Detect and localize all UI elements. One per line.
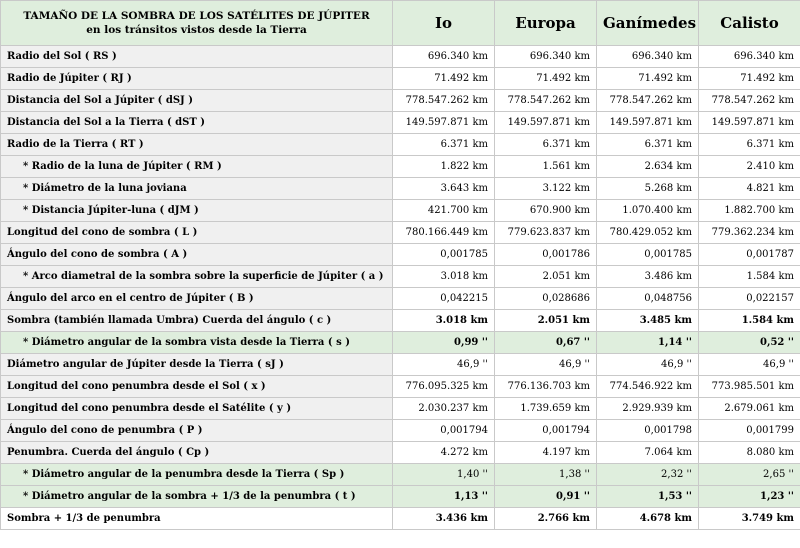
cell-calisto: 773.985.501 km	[699, 376, 800, 398]
cell-io: 46,9 ''	[393, 354, 495, 376]
cell-ganimedes: 696.340 km	[597, 46, 699, 68]
cell-calisto: 8.080 km	[699, 442, 800, 464]
cell-ganimedes: 0,048756	[597, 288, 699, 310]
cell-calisto: 46,9 ''	[699, 354, 800, 376]
cell-io: 2.030.237 km	[393, 398, 495, 420]
cell-calisto: 2.679.061 km	[699, 398, 800, 420]
row-label: Penumbra. Cuerda del ángulo ( Cp )	[1, 442, 393, 464]
row-label: Diámetro angular de Júpiter desde la Tierra ( sJ )	[1, 354, 393, 376]
cell-io: 0,042215	[393, 288, 495, 310]
row-label: Radio de la Tierra ( RT )	[1, 134, 393, 156]
table-row	[1, 90, 800, 112]
cell-europa: 149.597.871 km	[495, 112, 597, 134]
cell-calisto: 778.547.262 km	[699, 90, 800, 112]
cell-calisto: 149.597.871 km	[699, 112, 800, 134]
cell-ganimedes: 2.929.939 km	[597, 398, 699, 420]
table-row	[1, 354, 800, 376]
column-header-ganimedes: Ganímedes	[597, 1, 699, 46]
cell-ganimedes: 149.597.871 km	[597, 112, 699, 134]
cell-calisto: 1.882.700 km	[699, 200, 800, 222]
cell-io: 1.822 km	[393, 156, 495, 178]
row-label: Sombra (también llamada Umbra) Cuerda del ángulo ( c )	[1, 310, 393, 332]
row-label: Longitud del cono penumbra desde el Satélite ( y )	[1, 398, 393, 420]
cell-io: 3.436 km	[393, 508, 495, 530]
row-label: Distancia del Sol a Júpiter ( dSJ )	[1, 90, 393, 112]
cell-io: 3.018 km	[393, 310, 495, 332]
cell-europa: 0,91 ''	[495, 486, 597, 508]
table-row	[1, 112, 800, 134]
cell-calisto: 2.410 km	[699, 156, 800, 178]
table-row	[1, 68, 800, 90]
cell-europa: 670.900 km	[495, 200, 597, 222]
table-row	[1, 420, 800, 442]
cell-calisto: 0,022157	[699, 288, 800, 310]
cell-io: 0,99 ''	[393, 332, 495, 354]
cell-io: 776.095.325 km	[393, 376, 495, 398]
table-title-line2: en los tránsitos vistos desde la Tierra	[86, 24, 307, 36]
column-header-europa: Europa	[495, 1, 597, 46]
cell-io: 696.340 km	[393, 46, 495, 68]
cell-europa: 2.766 km	[495, 508, 597, 530]
cell-europa: 0,028686	[495, 288, 597, 310]
cell-io: 0,001794	[393, 420, 495, 442]
row-label: * Diámetro angular de la sombra + 1/3 de la penumbra ( t )	[1, 486, 393, 508]
cell-europa: 71.492 km	[495, 68, 597, 90]
cell-europa: 2.051 km	[495, 266, 597, 288]
cell-io: 3.018 km	[393, 266, 495, 288]
row-label: Sombra + 1/3 de penumbra	[1, 508, 393, 530]
table-row	[1, 178, 800, 200]
cell-europa: 46,9 ''	[495, 354, 597, 376]
cell-europa: 6.371 km	[495, 134, 597, 156]
cell-calisto: 0,001799	[699, 420, 800, 442]
column-header-io: Io	[393, 1, 495, 46]
table-row	[1, 376, 800, 398]
cell-calisto: 71.492 km	[699, 68, 800, 90]
cell-ganimedes: 2.634 km	[597, 156, 699, 178]
row-label: Radio de Júpiter ( RJ )	[1, 68, 393, 90]
cell-ganimedes: 1,14 ''	[597, 332, 699, 354]
cell-europa: 0,67 ''	[495, 332, 597, 354]
table-row	[1, 310, 800, 332]
table-row	[1, 464, 800, 486]
cell-calisto: 0,001787	[699, 244, 800, 266]
cell-europa: 2.051 km	[495, 310, 597, 332]
cell-io: 778.547.262 km	[393, 90, 495, 112]
row-label: * Diámetro de la luna joviana	[1, 178, 393, 200]
cell-calisto: 1.584 km	[699, 310, 800, 332]
cell-europa: 3.122 km	[495, 178, 597, 200]
cell-europa: 0,001794	[495, 420, 597, 442]
cell-io: 1,13 ''	[393, 486, 495, 508]
cell-ganimedes: 1.070.400 km	[597, 200, 699, 222]
cell-europa: 778.547.262 km	[495, 90, 597, 112]
cell-europa: 779.623.837 km	[495, 222, 597, 244]
cell-calisto: 2,65 ''	[699, 464, 800, 486]
cell-calisto: 1,23 ''	[699, 486, 800, 508]
cell-europa: 0,001786	[495, 244, 597, 266]
table-row	[1, 266, 800, 288]
table-row	[1, 332, 800, 354]
row-label: Ángulo del cono de penumbra ( P )	[1, 420, 393, 442]
cell-europa: 1.561 km	[495, 156, 597, 178]
cell-calisto: 779.362.234 km	[699, 222, 800, 244]
cell-ganimedes: 7.064 km	[597, 442, 699, 464]
row-label: Longitud del cono de sombra ( L )	[1, 222, 393, 244]
cell-calisto: 0,52 ''	[699, 332, 800, 354]
table-row	[1, 398, 800, 420]
row-label: * Diámetro angular de la sombra vista desde la Tierra ( s )	[1, 332, 393, 354]
table-row	[1, 134, 800, 156]
cell-europa: 776.136.703 km	[495, 376, 597, 398]
cell-ganimedes: 3.486 km	[597, 266, 699, 288]
cell-io: 6.371 km	[393, 134, 495, 156]
row-label: Ángulo del arco en el centro de Júpiter ( B )	[1, 288, 393, 310]
cell-ganimedes: 6.371 km	[597, 134, 699, 156]
cell-ganimedes: 5.268 km	[597, 178, 699, 200]
cell-europa: 1,38 ''	[495, 464, 597, 486]
table-row	[1, 156, 800, 178]
cell-io: 0,001785	[393, 244, 495, 266]
table-title-line1: TAMAÑO DE LA SOMBRA DE LOS SATÉLITES DE JÚPITER	[23, 10, 370, 22]
cell-ganimedes: 780.429.052 km	[597, 222, 699, 244]
cell-calisto: 3.749 km	[699, 508, 800, 530]
cell-io: 780.166.449 km	[393, 222, 495, 244]
cell-ganimedes: 46,9 ''	[597, 354, 699, 376]
cell-io: 71.492 km	[393, 68, 495, 90]
header-row	[1, 1, 800, 46]
cell-ganimedes: 1,53 ''	[597, 486, 699, 508]
row-label: Distancia del Sol a la Tierra ( dST )	[1, 112, 393, 134]
row-label: Ángulo del cono de sombra ( A )	[1, 244, 393, 266]
cell-ganimedes: 774.546.922 km	[597, 376, 699, 398]
cell-ganimedes: 2,32 ''	[597, 464, 699, 486]
column-header-calisto: Calisto	[699, 1, 800, 46]
row-label: * Diámetro angular de la penumbra desde la Tierra ( Sp )	[1, 464, 393, 486]
cell-io: 1,40 ''	[393, 464, 495, 486]
cell-io: 4.272 km	[393, 442, 495, 464]
cell-ganimedes: 3.485 km	[597, 310, 699, 332]
cell-calisto: 1.584 km	[699, 266, 800, 288]
cell-ganimedes: 778.547.262 km	[597, 90, 699, 112]
cell-calisto: 6.371 km	[699, 134, 800, 156]
table-row	[1, 288, 800, 310]
cell-ganimedes: 71.492 km	[597, 68, 699, 90]
cell-ganimedes: 0,001798	[597, 420, 699, 442]
row-label: * Radio de la luna de Júpiter ( RM )	[1, 156, 393, 178]
cell-europa: 1.739.659 km	[495, 398, 597, 420]
row-label: Longitud del cono penumbra desde el Sol ( x )	[1, 376, 393, 398]
cell-ganimedes: 4.678 km	[597, 508, 699, 530]
cell-europa: 4.197 km	[495, 442, 597, 464]
table-row	[1, 46, 800, 68]
table-row	[1, 486, 800, 508]
cell-io: 3.643 km	[393, 178, 495, 200]
table-row	[1, 244, 800, 266]
table-row	[1, 200, 800, 222]
cell-io: 421.700 km	[393, 200, 495, 222]
row-label: Radio del Sol ( RS )	[1, 46, 393, 68]
cell-ganimedes: 0,001785	[597, 244, 699, 266]
table-title	[1, 1, 393, 46]
cell-calisto: 4.821 km	[699, 178, 800, 200]
cell-calisto: 696.340 km	[699, 46, 800, 68]
row-label: * Distancia Júpiter-luna ( dJM )	[1, 200, 393, 222]
table-row	[1, 508, 800, 530]
table-row	[1, 222, 800, 244]
row-label: * Arco diametral de la sombra sobre la superficie de Júpiter ( a )	[1, 266, 393, 288]
cell-io: 149.597.871 km	[393, 112, 495, 134]
cell-europa: 696.340 km	[495, 46, 597, 68]
table-row	[1, 442, 800, 464]
